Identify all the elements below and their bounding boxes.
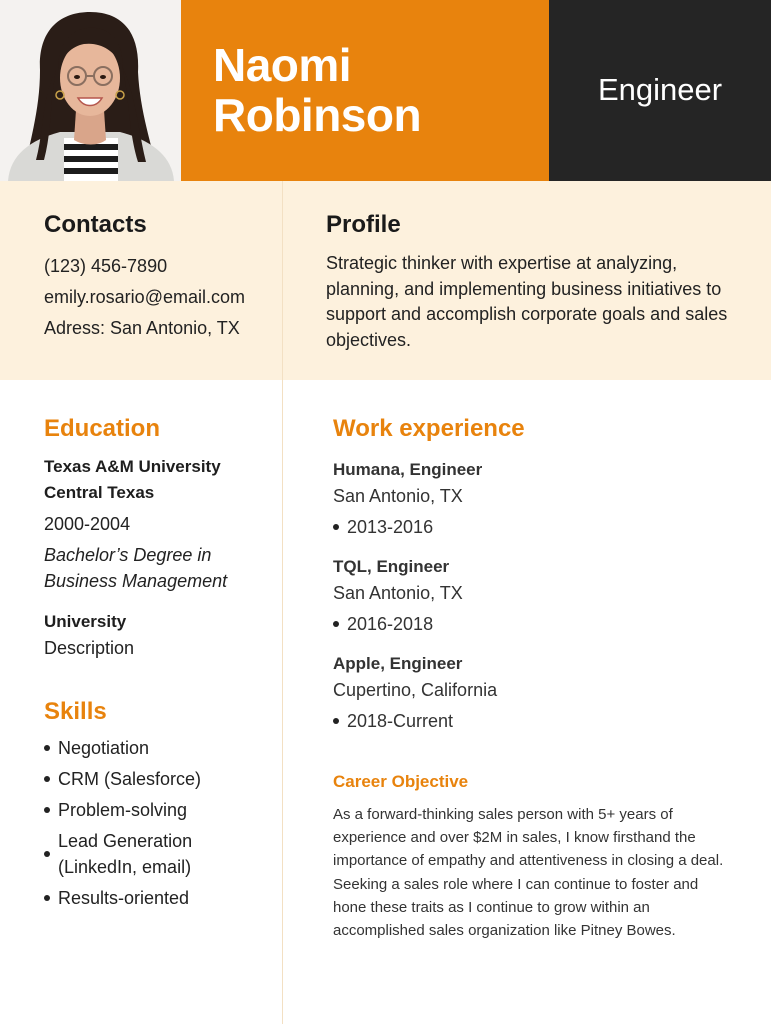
profile-section (326, 210, 746, 353)
profile-text: Strategic thinker with expertise at analyzing, planning, and implementing business initiatives to support and accomplish corporate goals and sales objectives. (326, 253, 728, 350)
resume-header (0, 0, 771, 181)
skill-item (44, 828, 276, 880)
bullet-icon (44, 807, 50, 813)
bullet-icon (44, 851, 50, 857)
education-description: Description (44, 638, 135, 658)
education-years: 2000-2004 (44, 514, 131, 534)
job-entry-location: San Antonio, TX (333, 583, 463, 603)
job-title-block (549, 0, 771, 181)
work-heading: Work experience (333, 415, 525, 442)
contacts-section (44, 210, 274, 344)
job-entry (333, 554, 733, 637)
skill-item (44, 797, 276, 823)
job-years-label: 2016-2018 (347, 614, 434, 634)
job-entry-title: Humana, Engineer (333, 460, 483, 479)
job-title: Engineer (597, 72, 723, 107)
right-column (333, 414, 733, 942)
column-divider (282, 181, 283, 1024)
skill-label-multiline (58, 828, 192, 880)
contacts-heading: Contacts (44, 211, 147, 238)
career-objective-text: As a forward-thinking sales person with 5+ years of experience and over $2M in sales, I know firsthand the importance of empathy and attentiveness in closing a deal. Seeking a sales role where I can continue to foster and hone these traits as I continue to grow within an accomplished sales organization like Pitney Bowes. (333, 806, 724, 940)
education-degree (44, 542, 276, 594)
name-block (181, 0, 549, 181)
education-school (44, 454, 276, 506)
skill-label: Results-oriented (58, 888, 190, 908)
job-entry-title: Apple, Engineer (333, 654, 463, 673)
skill-item (44, 735, 276, 761)
profile-photo (0, 0, 181, 181)
skill-label: CRM (Salesforce) (58, 769, 202, 789)
education-university: University (44, 612, 127, 631)
job-entry-years (333, 514, 733, 540)
skill-label-line-2: (LinkedIn, email) (58, 857, 192, 877)
job-entry-title: TQL, Engineer (333, 557, 450, 576)
skills-list (44, 735, 276, 911)
school-line-2: Central Texas (44, 483, 155, 502)
bullet-icon (333, 718, 339, 724)
education-heading: Education (44, 415, 161, 442)
job-entry (333, 651, 733, 734)
skill-item (44, 766, 276, 792)
person-name (213, 40, 421, 140)
career-objective-heading: Career Objective (333, 772, 469, 791)
degree-line-2: Business Management (44, 571, 228, 591)
portrait-image (0, 0, 181, 181)
bullet-icon (44, 776, 50, 782)
job-years-label: 2013-2016 (347, 517, 434, 537)
skill-label-line-1: Lead Generation (58, 831, 193, 851)
contact-email: emily.rosario@email.com (44, 287, 245, 307)
job-entry-years (333, 708, 733, 734)
left-column (44, 414, 276, 916)
degree-line-1: Bachelor’s Degree in (44, 545, 212, 565)
skill-label: Negotiation (58, 738, 150, 758)
bullet-icon (333, 621, 339, 627)
skill-item (44, 885, 276, 911)
job-entry (333, 457, 733, 540)
contact-phone: (123) 456-7890 (44, 256, 168, 276)
job-entry-location: San Antonio, TX (333, 486, 463, 506)
job-years-label: 2018-Current (347, 711, 454, 731)
contact-address: Adress: San Antonio, TX (44, 318, 240, 338)
job-entry-location: Cupertino, California (333, 680, 498, 700)
name-last: Robinson (213, 89, 422, 141)
bullet-icon (44, 745, 50, 751)
skill-label: Problem-solving (58, 800, 188, 820)
bullet-icon (44, 895, 50, 901)
bullet-icon (333, 524, 339, 530)
profile-heading: Profile (326, 211, 401, 238)
job-entry-years (333, 611, 733, 637)
name-first: Naomi (213, 39, 352, 91)
skills-heading: Skills (44, 698, 107, 725)
school-line-1: Texas A&M University (44, 457, 221, 476)
